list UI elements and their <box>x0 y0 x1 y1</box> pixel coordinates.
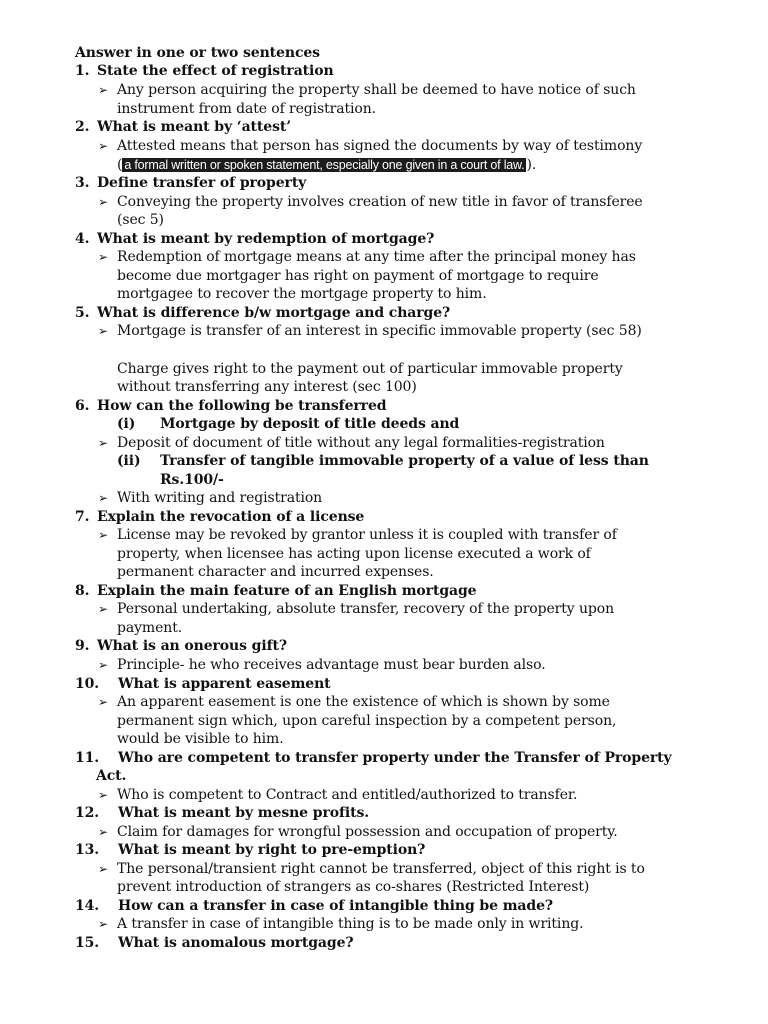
question-text: What is meant by ‘attest’ <box>97 119 292 135</box>
sub-question-label: (i) <box>117 416 136 432</box>
arrow-bullet-icon: ➢ <box>98 250 108 264</box>
arrow-bullet-icon: ➢ <box>98 436 108 450</box>
arrow-bullet-icon: ➢ <box>98 695 108 709</box>
answer-9-line-1 <box>98 656 546 674</box>
question-text: What is meant by right to pre-emption? <box>118 842 426 858</box>
answer-13-line-1 <box>98 860 645 878</box>
answer-13-line-2: prevent introduction of strangers as co-shares (Restricted Interest) <box>117 879 590 895</box>
answer-text: Conveying the property involves creation of new title in favor of transferee <box>117 194 643 210</box>
answer-5-line-3: without transferring any interest (sec 100) <box>117 379 417 395</box>
arrow-bullet-icon: ➢ <box>98 862 108 876</box>
arrow-bullet-icon: ➢ <box>98 324 108 338</box>
question-text: How can the following be transferred <box>97 398 387 414</box>
arrow-bullet-icon: ➢ <box>98 83 108 97</box>
answer-text: A transfer in case of intangible thing is to be made only in writing. <box>117 916 584 932</box>
question-12 <box>75 804 369 822</box>
arrow-bullet-icon: ➢ <box>98 658 108 672</box>
answer-4-line-2: become due mortgager has right on payment of mortgage to require <box>117 268 599 284</box>
question-number: 5. <box>75 305 90 321</box>
question-15 <box>75 934 354 952</box>
question-3 <box>75 174 306 192</box>
question-number: 9. <box>75 638 90 654</box>
question-number: 13. <box>75 842 100 858</box>
answer-1-line-2: instrument from date of registration. <box>117 101 376 117</box>
answer-2-line-1 <box>98 137 642 155</box>
sub-question-6-ii-line-2: Rs.100/- <box>160 472 224 488</box>
paren-close: ). <box>526 157 537 173</box>
question-2 <box>75 118 291 136</box>
answer-1-line-1 <box>98 81 636 99</box>
sub-question-label: (ii) <box>117 453 141 469</box>
question-text: Explain the revocation of a license <box>97 509 365 525</box>
question-number: 15. <box>75 935 100 951</box>
answer-10-line-2: permanent sign which, upon careful inspection by a competent person, <box>117 713 617 729</box>
question-text: What is difference b/w mortgage and charge? <box>97 305 451 321</box>
paren-open: ( <box>117 157 123 173</box>
question-number: 12. <box>75 805 100 821</box>
answer-4-line-1 <box>98 248 636 266</box>
question-text: How can a transfer in case of intangible thing be made? <box>118 898 553 914</box>
highlighted-definition: a formal written or spoken statement, especially one given in a court of law. <box>124 158 525 172</box>
question-9 <box>75 637 287 655</box>
answer-2-line-2 <box>117 156 536 174</box>
sub-question-text: Transfer of tangible immovable property of a value of less than <box>160 453 649 469</box>
question-number: 2. <box>75 119 90 135</box>
answer-text: Any person acquiring the property shall be deemed to have notice of such <box>117 82 636 98</box>
question-text: What is meant by mesne profits. <box>118 805 370 821</box>
answer-text: License may be revoked by grantor unless it is coupled with transfer of <box>117 527 617 543</box>
question-5 <box>75 304 450 322</box>
question-number: 11. <box>75 750 100 766</box>
question-10 <box>75 675 331 693</box>
answer-5-line-1 <box>98 322 642 340</box>
sub-question-text: Mortgage by deposit of title deeds and <box>160 416 460 432</box>
answer-text: Principle- he who receives advantage must bear burden also. <box>117 657 546 673</box>
question-number: 14. <box>75 898 100 914</box>
question-number: 8. <box>75 583 90 599</box>
answer-6-ii <box>98 489 322 507</box>
arrow-bullet-icon: ➢ <box>98 195 108 209</box>
question-11-line-2: Act. <box>96 768 127 784</box>
question-number: 4. <box>75 231 90 247</box>
question-text: What is apparent easement <box>118 676 331 692</box>
question-14 <box>75 897 553 915</box>
answer-text: Personal undertaking, absolute transfer, recovery of the property upon <box>117 601 614 617</box>
answer-text: With writing and registration <box>117 490 323 506</box>
arrow-bullet-icon: ➢ <box>98 602 108 616</box>
question-text: Who are competent to transfer property under the Transfer of Property <box>118 750 672 766</box>
question-4 <box>75 230 434 248</box>
arrow-bullet-icon: ➢ <box>98 139 108 153</box>
question-text: What is an onerous gift? <box>97 638 287 654</box>
arrow-bullet-icon: ➢ <box>98 825 108 839</box>
arrow-bullet-icon: ➢ <box>98 788 108 802</box>
answer-text: Mortgage is transfer of an interest in specific immovable property (sec 58) <box>117 323 642 339</box>
arrow-bullet-icon: ➢ <box>98 491 108 505</box>
arrow-bullet-icon: ➢ <box>98 528 108 542</box>
answer-text: Redemption of mortgage means at any time after the principal money has <box>117 249 636 265</box>
answer-11-line-1 <box>98 786 577 804</box>
page-heading: Answer in one or two sentences <box>75 45 320 61</box>
question-7 <box>75 508 364 526</box>
question-number: 7. <box>75 509 90 525</box>
question-number: 1. <box>75 63 90 79</box>
answer-14-line-1 <box>98 915 583 933</box>
question-text: State the effect of registration <box>97 63 334 79</box>
arrow-bullet-icon: ➢ <box>98 917 108 931</box>
answer-6-i <box>98 434 605 452</box>
answer-3-line-2: (sec 5) <box>117 212 164 228</box>
answer-12-line-1 <box>98 823 618 841</box>
question-number: 6. <box>75 398 90 414</box>
answer-text: The personal/transient right cannot be transferred, object of this right is to <box>117 861 645 877</box>
answer-text: Deposit of document of title without any legal formalities-registration <box>117 435 605 451</box>
answer-7-line-1 <box>98 526 617 544</box>
answer-text: An apparent easement is one the existence of which is shown by some <box>117 694 610 710</box>
question-text: What is meant by redemption of mortgage? <box>97 231 435 247</box>
answer-8-line-2: payment. <box>117 620 183 636</box>
answer-4-line-3: mortgagee to recover the mortgage property to him. <box>117 286 487 302</box>
answer-3-line-1 <box>98 193 643 211</box>
question-8 <box>75 582 476 600</box>
question-text: What is anomalous mortgage? <box>118 935 354 951</box>
question-13 <box>75 841 425 859</box>
question-text: Explain the main feature of an English mortgage <box>97 583 477 599</box>
answer-text: Who is competent to Contract and entitled/authorized to transfer. <box>117 787 578 803</box>
answer-text: Claim for damages for wrongful possession and occupation of property. <box>117 824 618 840</box>
answer-8-line-1 <box>98 600 614 618</box>
question-number: 3. <box>75 175 90 191</box>
answer-text: Attested means that person has signed the documents by way of testimony <box>117 138 643 154</box>
answer-10-line-1 <box>98 693 610 711</box>
answer-5-line-2: Charge gives right to the payment out of particular immovable property <box>117 361 623 377</box>
question-11 <box>75 749 672 767</box>
question-6 <box>75 397 386 415</box>
answer-7-line-3: permanent character and incurred expenses. <box>117 564 434 580</box>
answer-10-line-3: would be visible to him. <box>117 731 284 747</box>
sub-question-6-ii <box>117 452 649 470</box>
answer-7-line-2: property, when licensee has acting upon license executed a work of <box>117 546 591 562</box>
sub-question-6-i <box>117 415 459 433</box>
question-1 <box>75 62 334 80</box>
question-number: 10. <box>75 676 100 692</box>
question-text: Define transfer of property <box>97 175 307 191</box>
